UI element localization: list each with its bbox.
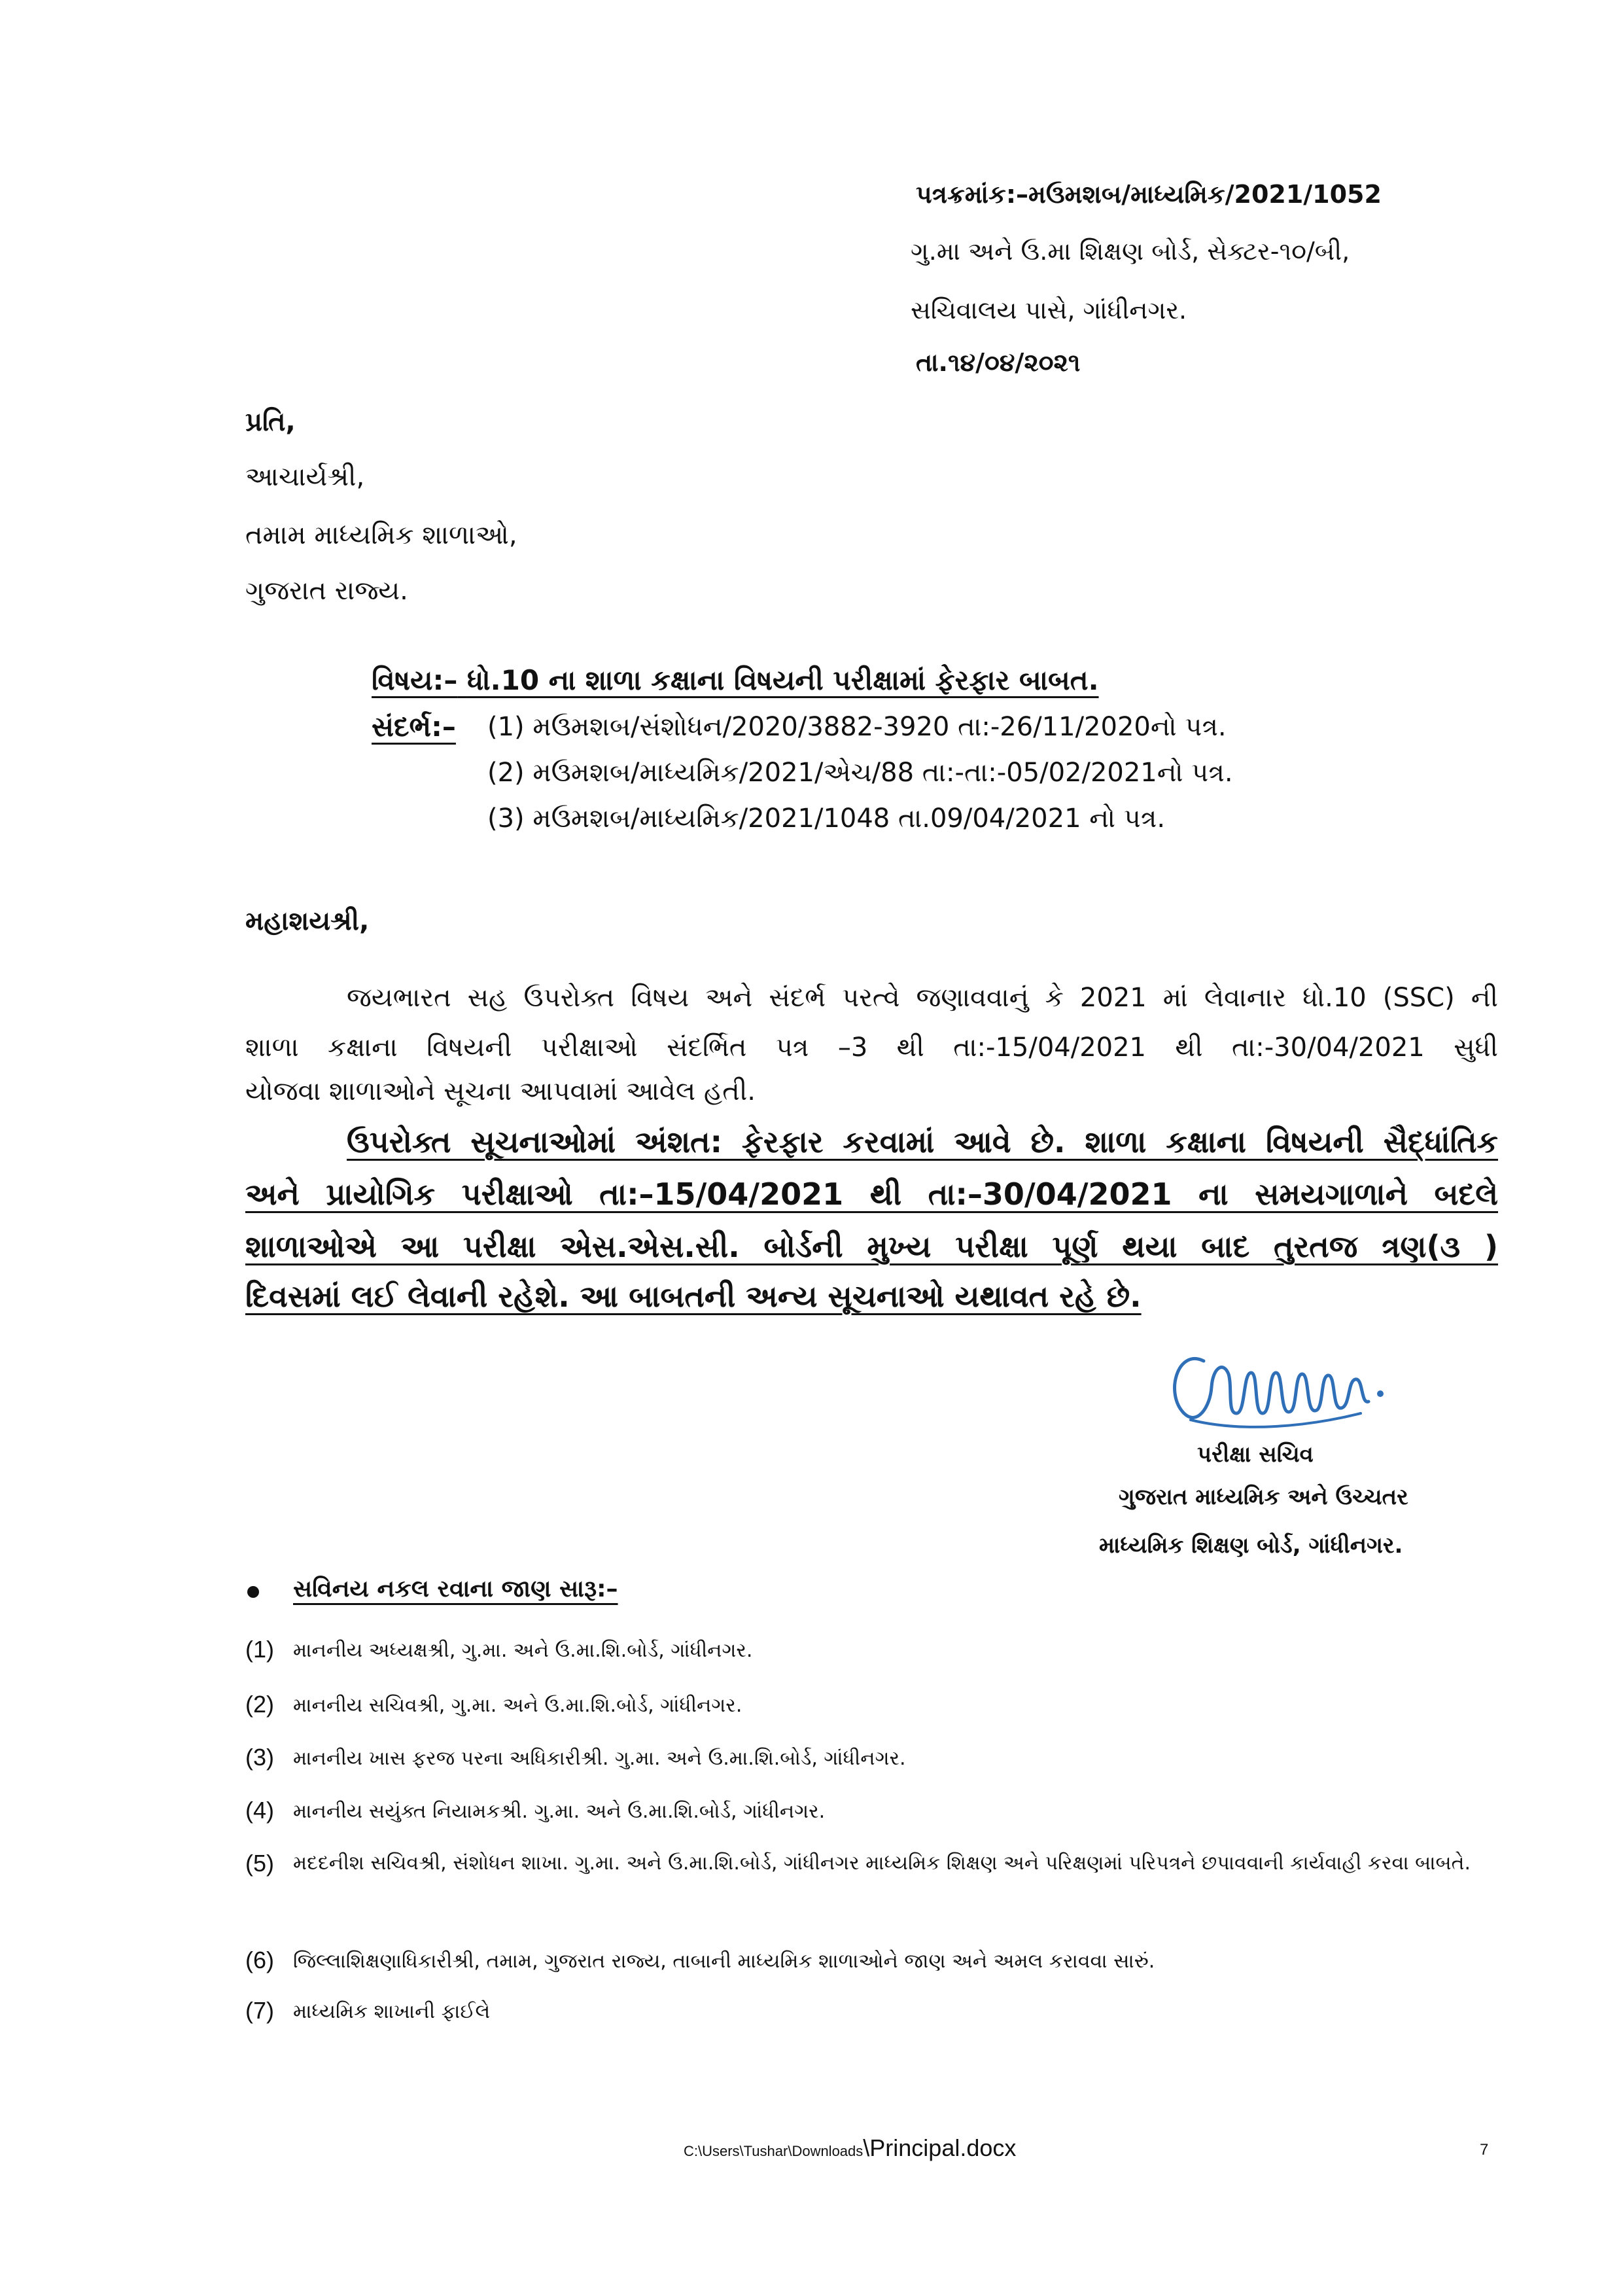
subject-text: ધો.10 ના શાળા કક્ષાના વિષયની પરીક્ષામાં ફેરફાર બાબત. [466,664,1099,696]
copy-to-item: માનનીય અધ્યક્ષશ્રી, ગુ.મા. અને ઉ.મા.શિ.બોર્ડ, ગાંધીનગર. [293,1639,753,1662]
footer-path-prefix: C:\Users\Tushar\Downloads [684,2143,864,2159]
footer-file-name: \Principal.docx [863,2134,1017,2161]
copy-to-item: માનનીય સયુંક્ત નિયામકશ્રી. ગુ.મા. અને ઉ.મા.શિ.બોર્ડ, ગાંધીનગર. [293,1800,826,1823]
reference-label: સંદર્ભ:– [372,711,456,743]
copy-to-item: માધ્યમિક શાખાની ફાઈલે [293,2000,491,2023]
copy-to-item-number: (1) [245,1636,274,1663]
reference-item-1: (1) મઉમશબ/સંશોધન/2020/3882-3920 તા:-26/11/2020નો પત્ર. [487,712,1227,742]
reference-number: પત્રક્રમાંક:–મઉમશબ/માધ્યમિક/2021/1052 [916,180,1382,209]
copy-to-item: જિલ્લાશિક્ષણાધિકારીશ્રી, તમામ, ગુજરાત રાજ્ય, તાબાની માધ્યમિક શાળાઓને જાણ અને અમલ કરાવવા સારું. [293,1950,1155,1973]
para1-line-2: શાળા કક્ષાના વિષયની પરીક્ષાઓ સંદર્ભિત પત્ર –3 થી તા:-15/04/2021 થી તા:-30/04/2021 સુધી [245,1033,1498,1063]
signatory-title: પરીક્ષા સચિવ [1197,1441,1314,1468]
subject-line [372,664,1099,697]
footer-file-path [684,2134,1016,2162]
office-address-line-2: સચિવાલય પાસે, ગાંધીનગર. [911,296,1187,325]
bullet-icon [247,1586,259,1598]
signatory-org-line-2: માધ્યમિક શિક્ષણ બોર્ડ, ગાંધીનગર. [1099,1532,1403,1559]
recipient-line-1: આચાર્યશ્રી, [245,462,365,492]
copy-to-item-number: (6) [245,1947,274,1973]
letter-date: તા.૧૪/૦૪/૨૦૨૧ [916,348,1081,377]
copy-to-item-number: (2) [245,1691,274,1718]
signatory-org-line-1: ગુજરાત માધ્યમિક અને ઉચ્ચતર [1119,1484,1408,1510]
para2-line-4: દિવસમાં લઈ લેવાની રહેશે. આ બાબતની અન્ય સૂચનાઓ યથાવત રહે છે. [245,1279,1142,1314]
copy-to-item-number: (5) [245,1850,274,1877]
para1-line-3: યોજવા શાળાઓને સૂચના આપવામાં આવેલ હતી. [245,1076,756,1106]
copy-to-item-number: (3) [245,1744,274,1771]
copy-to-item: માનનીય ખાસ ફરજ પરના અધિકારીશ્રી. ગુ.મા. અને ઉ.મા.શિ.બોર્ડ, ગાંધીનગર. [293,1747,906,1770]
copy-to-item: માનનીય સચિવશ્રી, ગુ.મા. અને ઉ.મા.શિ.બોર્ડ, ગાંધીનગર. [293,1694,742,1717]
recipient-line-2: તમામ માધ્યમિક શાળાઓ, [245,520,517,550]
signature-image [1164,1322,1400,1439]
subject-label: વિષય:– [372,664,458,696]
para2-line-1: ઉપરોક્ત સૂચનાઓમાં અંશત: ફેરફાર કરવામાં આવે છે. શાળા કક્ષાના વિષયની સૈદ્ધાંતિક [347,1124,1498,1159]
recipient-prati: પ્રતિ, [245,407,296,437]
copy-to-heading: સવિનય નકલ રવાના જાણ સારૂ:– [293,1576,618,1602]
recipient-line-3: ગુજરાત રાજ્ય. [245,576,408,606]
copy-to-item: મદદનીશ સચિવશ્રી, સંશોધન શાખા. ગુ.મા. અને ઉ.મા.શિ.બોર્ડ, ગાંધીનગર માધ્યમિક શિક્ષણ અને પરિક્ષણમાં પરિપત્રને છપાવવાની કાર્યવાહી કરવા બાબતે. [293,1852,1471,1875]
para2-line-2: અને પ્રાયોગિક પરીક્ષાઓ તા:–15/04/2021 થી તા:–30/04/2021 ના સમયગાળાને બદલે [245,1176,1498,1212]
para2-line-3: શાળાઓએ આ પરીક્ષા એસ.એસ.સી. બોર્ડની મુખ્ય પરીક્ષા પૂર્ણ થયા બાદ તુરતજ ત્રણ(૩ ) [245,1229,1498,1264]
para1-line-1: જયભારત સહ ઉપરોક્ત વિષય અને સંદર્ભ પરત્વે જણાવવાનું કે 2021 માં લેવાનાર ધો.10 (SSC) ની [347,983,1499,1013]
copy-to-item-number: (4) [245,1797,274,1824]
copy-to-item-number: (7) [245,1997,274,2024]
page-number: 7 [1480,2141,1489,2159]
office-address-line-1: ગુ.મા અને ઉ.મા શિક્ષણ બોર્ડ, સેક્ટર-૧૦/બી, [911,237,1350,266]
salutation: મહાશયશ્રી, [245,906,370,936]
reference-item-2: (2) મઉમશબ/માધ્યમિક/2021/એચ/88 તા:-તા:-05/02/2021નો પત્ર. [487,758,1233,788]
reference-item-3: (3) મઉમશબ/માધ્યમિક/2021/1048 તા.09/04/2021 નો પત્ર. [487,804,1166,834]
